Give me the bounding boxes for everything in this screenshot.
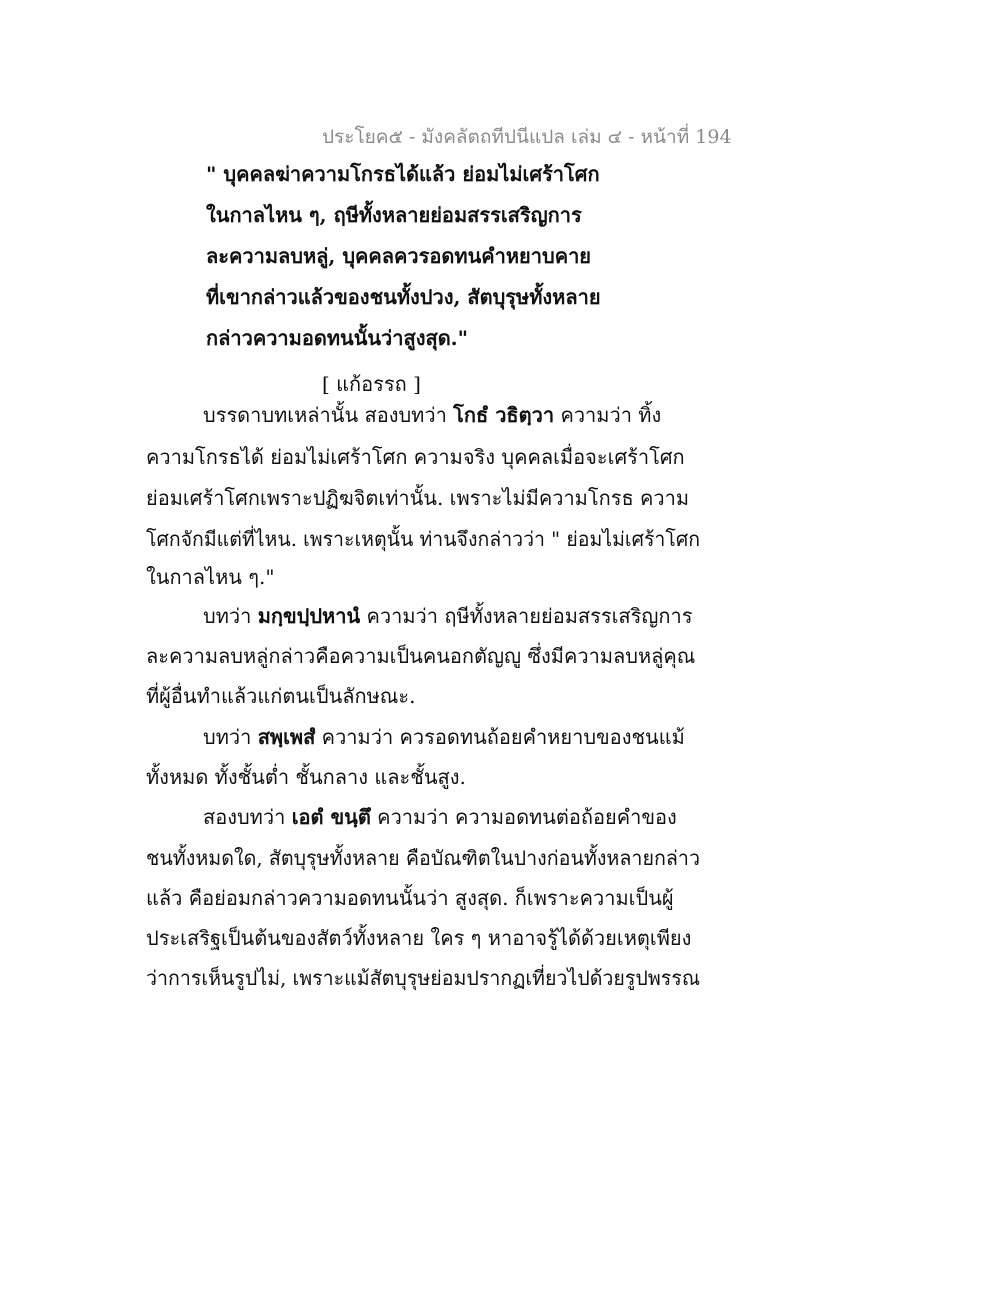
paragraph-line: ความโกรธได้ ย่อมไม่เศร้าโศก ความจริง บุคคลเมื่อจะเศร้าโศก xyxy=(146,445,685,469)
pali-term: เอตํ ขนฺตึ xyxy=(291,805,371,829)
paragraph-line: ชนทั้งหมดใด, สัตบุรุษทั้งหลาย คือบัณฑิตในปางก่อนทั้งหลายกล่าว xyxy=(146,846,700,870)
pali-term: โกธํ วธิตฺวา xyxy=(453,403,555,427)
text-run: ความว่า ความอดทนต่อถ้อยคำของ xyxy=(370,805,677,829)
paragraph-line: แล้ว คือย่อมกล่าวความอดทนนั้นว่า สูงสุด. ก็เพราะความเป็นผู้ xyxy=(146,886,674,910)
paragraph-line: ในกาลไหน ๆ." xyxy=(146,565,275,589)
running-head: ประโยค๕ - มังคลัตถทีปนีแปล เล่ม ๔ - หน้าที่ 194 xyxy=(322,126,732,148)
paragraph-line: ประเสริฐเป็นต้นของสัตว์ทั้งหลาย ใคร ๆ หาอาจรู้ได้ด้วยเหตุเพียง xyxy=(146,926,692,950)
text-run: บทว่า xyxy=(203,604,258,628)
section-caption: [ แก้อรรถ ] xyxy=(322,372,421,396)
verse-line: ละความลบหลู่, บุคคลควรอดทนคำหยาบคาย xyxy=(206,244,592,268)
verse-line: กล่าวความอดทนนั้นว่าสูงสุด." xyxy=(206,326,469,350)
paragraph-line: ย่อมเศร้าโศกเพราะปฏิฆจิตเท่านั้น. เพราะไม่มีความโกรธ ความ xyxy=(146,486,690,510)
text-run: บรรดาบทเหล่านั้น สองบทว่า xyxy=(203,403,454,427)
text-run: สองบทว่า xyxy=(203,805,292,829)
pali-term: มกฺขปฺปหานํ xyxy=(257,604,361,628)
paragraph-line: ที่ผู้อื่นทำแล้วแก่ตนเป็นลักษณะ. xyxy=(146,684,416,708)
paragraph-line: ทั้งหมด ทั้งชั้นต่ำ ชั้นกลาง และชั้นสูง. xyxy=(146,765,466,789)
pali-term: สพฺเพสํ xyxy=(257,725,316,749)
text-run: ความว่า ทิ้ง xyxy=(554,403,662,427)
paragraph-line xyxy=(203,405,661,425)
paragraph-line: ว่าการเห็นรูปไม่, เพราะแม้สัตบุรุษย่อมปรากฏเที่ยวไปด้วยรูปพรรณ xyxy=(146,966,700,990)
text-run: ความว่า ควรอดทนถ้อยคำหยาบของชนแม้ xyxy=(315,725,685,749)
text-run: ความว่า ฤษีทั้งหลายย่อมสรรเสริญการ xyxy=(360,604,693,628)
paragraph-line xyxy=(203,807,677,827)
verse-line: " บุคคลฆ่าความโกรธได้แล้ว ย่อมไม่เศร้าโศก xyxy=(206,162,600,186)
verse-line: ในกาลไหน ๆ, ฤษีทั้งหลายย่อมสรรเสริญการ xyxy=(206,203,582,227)
verse-line: ที่เขากล่าวแล้วของชนทั้งปวง, สัตบุรุษทั้งหลาย xyxy=(206,285,601,309)
paragraph-line: โศกจักมีแต่ที่ไหน. เพราะเหตุนั้น ท่านจึงกล่าวว่า " ย่อมไม่เศร้าโศก xyxy=(146,527,701,551)
paragraph-line xyxy=(203,606,693,626)
paragraph-line: ละความลบหลู่กล่าวคือความเป็นคนอกตัญญู ซึ่งมีความลบหลู่คุณ xyxy=(146,644,696,668)
text-run: บทว่า xyxy=(203,725,258,749)
paragraph-line xyxy=(203,727,685,747)
